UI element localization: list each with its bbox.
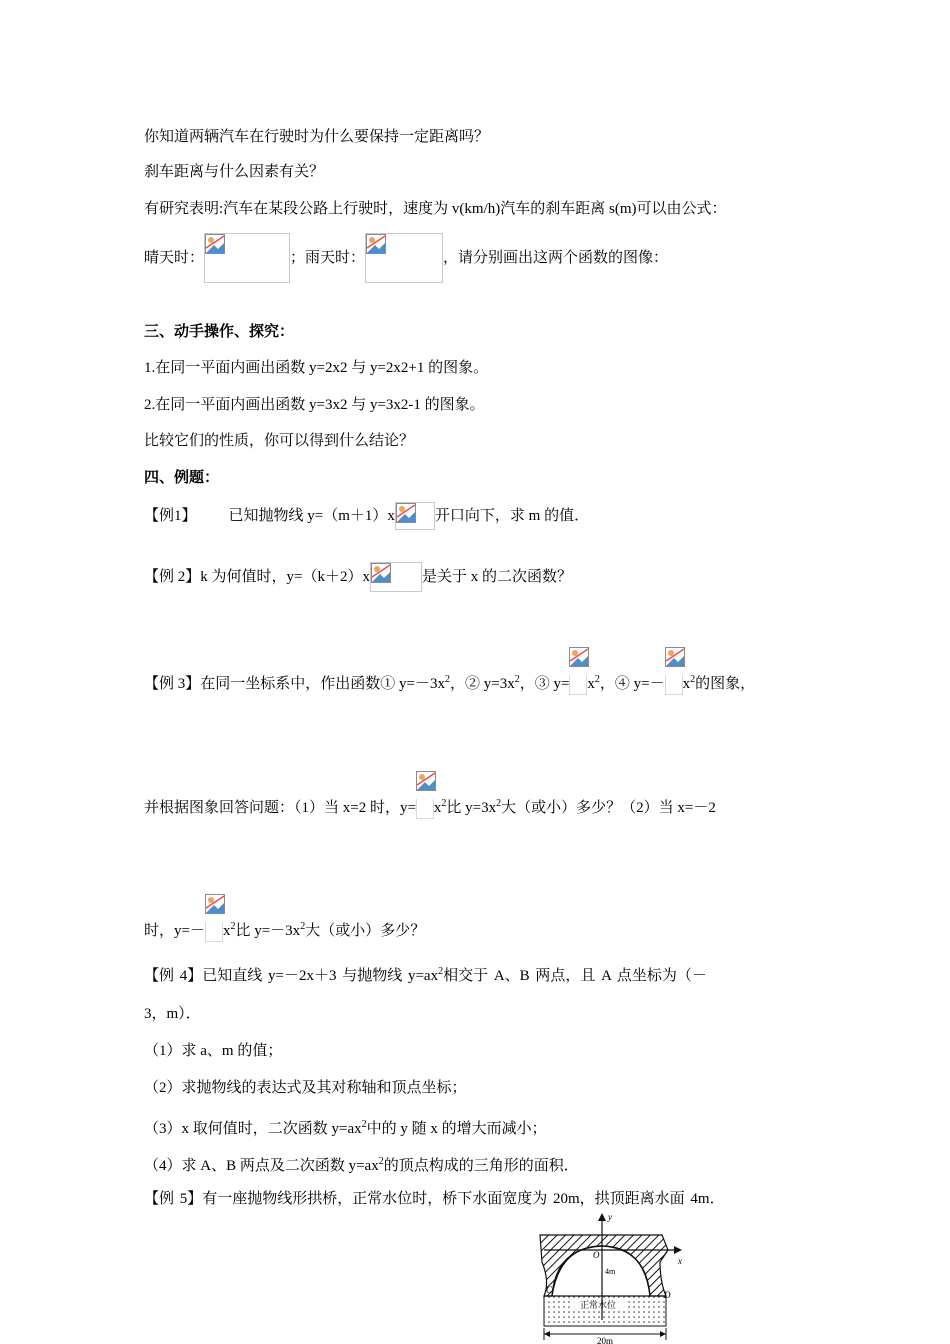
compare-question: 比较它们的性质，你可以得到什么结论？: [144, 433, 415, 449]
example-4-sub-4: （4）求 A、B 两点及二次函数 $y=ax^2$的顶点构成的三角形的面积．: [144, 1156, 579, 1174]
question-2: 刹车距离与什么因素有关？: [144, 164, 325, 180]
example-4-sub-3: （3）x 取何值时，二次函数 $y=ax^2$中的 y 随 x 的增大而减小；: [144, 1119, 547, 1137]
section-4-heading: 四、例题：: [144, 470, 220, 486]
example-2-label: 【例 2】: [144, 569, 201, 585]
task-2: 2.在同一平面内画出函数 y=3x2 与 y=3x2-1 的图象。: [144, 397, 485, 413]
broken-image-icon: [569, 647, 589, 667]
broken-image-icon: [205, 894, 225, 914]
broken-image-icon: [205, 234, 225, 254]
broken-image-icon: [665, 647, 685, 667]
broken-image-icon: [366, 234, 386, 254]
y-axis-label: y: [608, 1212, 612, 1222]
question-1: 你知道两辆汽车在行驶时为什么要保持一定距离吗？: [144, 129, 490, 145]
x-axis-label: x: [678, 1256, 682, 1266]
coefficient-image: [205, 906, 223, 940]
origin-label: O: [593, 1250, 600, 1260]
section-3-heading: 三、动手操作、探究：: [144, 324, 295, 340]
sunny-formula-image: [204, 233, 290, 283]
water-level-label: 正常水位: [579, 1301, 617, 1311]
height-label: 4m: [605, 1267, 616, 1276]
broken-image-icon: [416, 771, 436, 791]
draw-instruction: ，请分别画出这两个函数的图像：: [443, 250, 669, 266]
example-3-line-1: 【例 3】在同一坐标系中，作出函数① $y=-3x^2$，② $y=3x^2$，③ y= $x^2$，④ y=－ $x^2$的图象，: [144, 659, 755, 693]
example-4-label: 【例 4】: [144, 968, 203, 984]
example-4-line-2: 3，m）．: [144, 1006, 201, 1022]
exponent-image: [370, 562, 422, 592]
example-5-label: 【例 5】: [144, 1191, 203, 1207]
point-c-label: C: [546, 1285, 553, 1295]
example-4-sub-2: （2）求抛物线的表达式及其对称轴和顶点坐标；: [144, 1080, 467, 1096]
example-3-line-3: 时，y=－ $x^2$比 $y=-3x^2$大（或小）多少？: [144, 906, 425, 940]
example-1: 【例1】 已知抛物线 y=（m＋1）x 开口向下，求 m 的值．: [144, 502, 589, 530]
point-d-label: D: [664, 1290, 671, 1300]
exponent-image: [395, 502, 435, 530]
broken-image-icon: [396, 503, 416, 523]
example-3-label: 【例 3】: [144, 676, 201, 692]
coefficient-image: [569, 659, 587, 693]
example-5: 【例 5】有一座抛物线形拱桥，正常水位时，桥下水面宽度为 20m，拱顶距离水面 4m．: [144, 1191, 725, 1207]
question-3: 有研究表明:汽车在某段公路上行驶时，速度为 v(km/h)汽车的刹车距离 s(m)可以由公式：: [144, 201, 727, 217]
example-3-line-2: 并根据图象回答问题：（1）当 x=2 时，y= $x^2$比 $y=3x^2$大（或小）多少？（2）当 x=－2: [144, 783, 716, 817]
task-1: 1.在同一平面内画出函数 y=2x2 与 y=2x2+1 的图象。: [144, 360, 489, 376]
coefficient-image: [665, 659, 683, 693]
rainy-label: ；雨天时：: [290, 250, 366, 266]
broken-image-icon: [371, 563, 391, 583]
width-label: 20m: [596, 1336, 614, 1344]
example-4-sub-1: （1）求 a、m 的值；: [144, 1043, 283, 1059]
formula-line: [144, 233, 668, 283]
example-2: 【例 2】k 为何值时，y=（k＋2）x 是关于 x 的二次函数？: [144, 562, 572, 592]
example-4-line-1: 【例 4】已知直线 y=－2x＋3 与抛物线 $y=ax^2$相交于 A、B 两点，且 A 点坐标为（－: [144, 966, 707, 984]
arch-bridge-figure: [522, 1210, 702, 1344]
coefficient-image: [416, 783, 434, 817]
example-1-label: 【例1】: [144, 508, 197, 524]
sunny-label: 晴天时：: [144, 250, 205, 266]
rainy-formula-image: [365, 233, 443, 283]
